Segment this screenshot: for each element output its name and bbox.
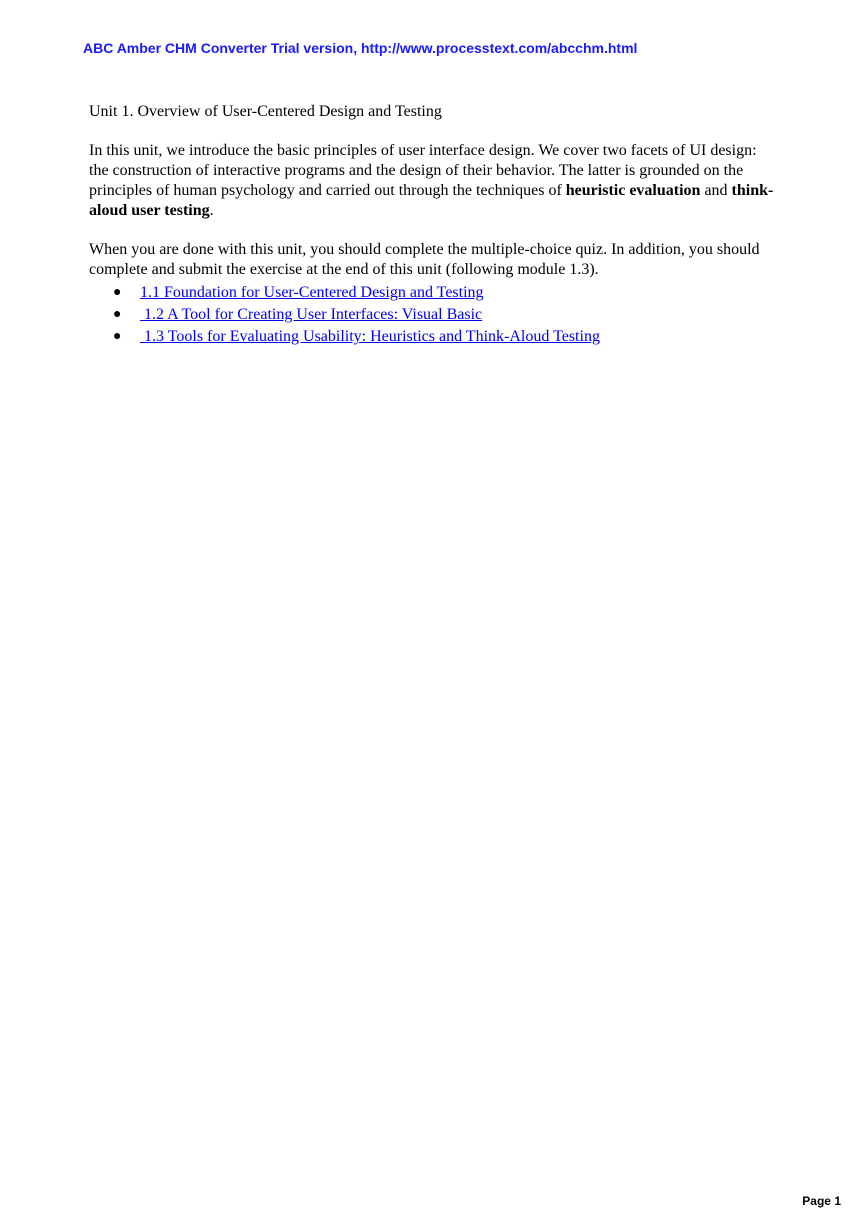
list-item: [89, 282, 779, 304]
converter-watermark: ABC Amber CHM Converter Trial version, http://www.processtext.com/abcchm.html: [83, 40, 638, 56]
page-content: [89, 102, 779, 348]
list-item: [89, 326, 779, 348]
intro-text: In this unit, we introduce the basic principles of user interface design. We cover two facets of UI design: the construction of interactive programs and the design of their behavior. The latter is grounded on the principles of human psychology and carried out through the techniques of: [89, 142, 757, 199]
module-link-1-1[interactable]: 1.1 Foundation for User-Centered Design and Testing: [140, 284, 484, 301]
instructions-paragraph: When you are done with this unit, you should complete the multiple-choice quiz. In addition, you should complete and submit the exercise at the end of this unit (following module 1.3).: [89, 241, 760, 278]
page-number: Page 1: [802, 1194, 841, 1208]
intro-paragraph: [89, 141, 779, 221]
intro-bold-thinkaloud: think-aloud user testing: [89, 182, 774, 219]
module-link-1-2[interactable]: 1.2 A Tool for Creating User Interfaces: Visual Basic: [140, 306, 483, 323]
intro-text-end: .: [209, 202, 214, 219]
module-link-list: [89, 282, 779, 348]
list-item: [89, 304, 779, 326]
module-link-1-3[interactable]: 1.3 Tools for Evaluating Usability: Heuristics and Think-Aloud Testing: [140, 328, 600, 345]
bullet-icon: ●: [113, 285, 122, 300]
bullet-icon: ●: [113, 329, 122, 344]
unit-title: Unit 1. Overview of User-Centered Design and Testing: [89, 103, 442, 120]
intro-bold-heuristic: heuristic evaluation: [565, 182, 701, 199]
intro-text-and: and: [700, 182, 732, 199]
bullet-icon: ●: [113, 307, 122, 322]
